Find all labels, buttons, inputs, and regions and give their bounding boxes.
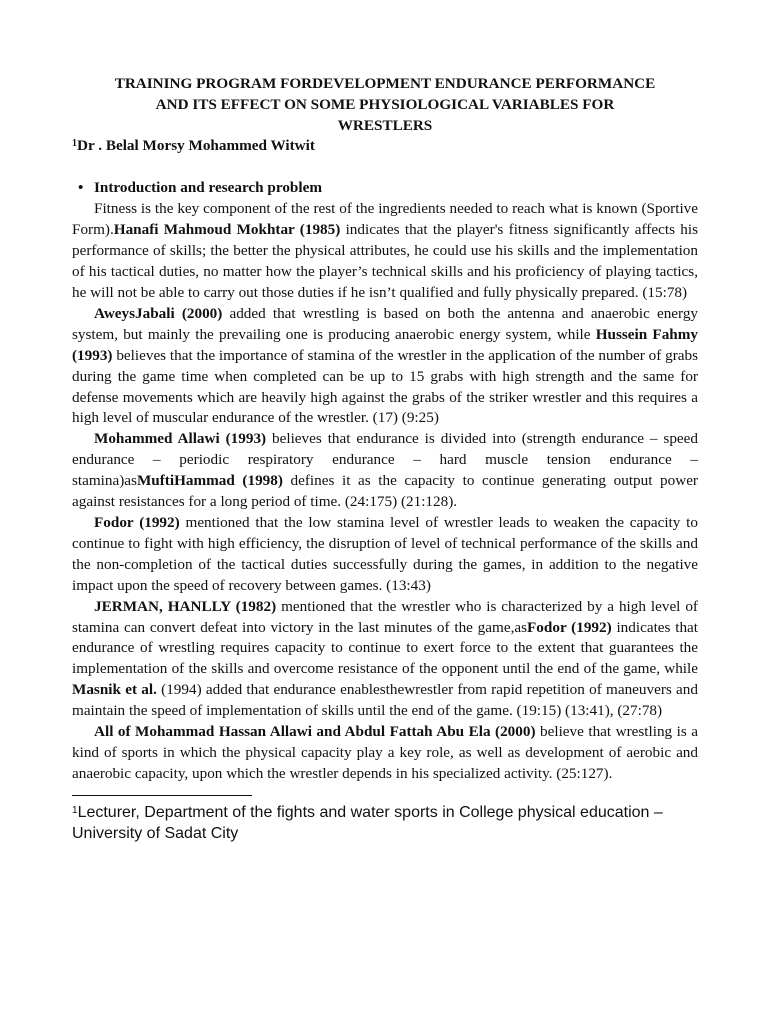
footnote <box>72 802 698 844</box>
bullet-icon: • <box>78 179 84 197</box>
paragraph-text: Fitness is the key component of the rest of the ingredients needed to reach what is known (Sportive Form). <box>72 200 698 239</box>
paragraph-text: defines it as the capacity to continue generating output power against resistances for a long period of time. (24:175) (21:128). <box>72 472 698 511</box>
paragraph-text: believes that endurance is divided into (strength endurance – speed endurance – periodic respiratory endurance – hard muscle tension endurance – stamina)as <box>72 430 698 490</box>
title-line-1: TRAINING PROGRAM FORDEVELOPMENT ENDURANCE PERFORMANCE <box>114 75 656 92</box>
title-line-2: AND ITS EFFECT ON SOME PHYSIOLOGICAL VARIABLES FOR <box>155 95 615 113</box>
paper-page <box>72 74 698 844</box>
paragraph-text: believe that wrestling is a kind of sports in which the physical capacity play a key role, as well as development of aerobic and anaerobic capacity, upon which the wrestler depends in his specialized activity. (25:127). <box>72 723 698 782</box>
paragraph-4 <box>72 513 698 597</box>
paragraph-6 <box>72 722 698 785</box>
author-affiliation-marker: 1 <box>72 138 77 150</box>
author-line <box>72 136 698 156</box>
footnote-divider <box>72 795 252 796</box>
section-heading-text: Introduction and research problem <box>94 179 322 197</box>
citation-author: Masnik et al. <box>72 681 157 699</box>
citation-author: All of Mohammad Hassan Allawi and Abdul Fattah Abu Ela (2000) <box>94 723 536 741</box>
paragraph-text: mentioned that the wrestler who is characterized by a high level of stamina can convert defeat into victory in the last minutes of the game,as <box>72 597 698 636</box>
citation-author: MuftiHammad (1998) <box>136 472 283 490</box>
paragraph-text: added that wrestling is based on both the antenna and anaerobic energy system, but mainly the prevailing one is producing anaerobic energy system, while <box>72 304 699 343</box>
citation-author: Hussein Fahmy (1993) <box>72 325 698 364</box>
paragraph-3 <box>72 429 698 513</box>
paragraph-1 <box>72 199 698 304</box>
paragraph-2 <box>72 304 698 429</box>
citation-author: AweysJabali (2000) <box>94 304 223 322</box>
footnote-marker: 1 <box>72 804 78 816</box>
paragraph-text: indicates that endurance of wrestling requires capacity to continue to exert force to the extent that guarantees the implementation of the skills and overcome resistance of the opponent until the end of the game, while <box>72 618 698 678</box>
citation-author: Fodor (1992) <box>527 618 612 636</box>
title-line-3: WRESTLERS <box>337 116 433 134</box>
paper-title <box>72 74 698 136</box>
footnote-text: Lecturer, Department of the fights and water sports in College physical education – University of Sadat City <box>72 803 663 842</box>
paragraph-text: indicates that the player's fitness significantly affects his performance of skills; the better the physical attributes, he could use his skills and the implementation of his tactical duties, no matter how the player’s technical skills and his proficiency of playing tactics, he will not be able to carry out those duties if he isn’t qualified and fully physically prepared. (15:78) <box>72 221 698 302</box>
citation-author: Fodor (1992) <box>94 513 180 531</box>
citation-author: JERMAN, HANLLY (1982) <box>94 597 277 615</box>
paragraph-text: believes that the importance of stamina of the wrestler in the application of the number of grabs during the game time when completed can be up to 15 grabs with high strength and the same for defense movements which are heavily high against the grabs of the striker wrestler and this requires a high level of muscular endurance of the wrestler. (17) (9:25) <box>72 346 698 427</box>
citation-author: Hanafi Mahmoud Mokhtar (1985) <box>113 221 341 239</box>
citation-author: Mohammed Allawi (1993) <box>94 430 267 448</box>
paragraph-text: mentioned that the low stamina level of wrestler leads to weaken the capacity to continue to fight with high efficiency, the disruption of level of technical performance of the skills and the non-completion of the tactical duties successfully during the games, in addition to the negative impact upon the speed of recovery between games. (13:43) <box>72 513 698 594</box>
section-heading <box>78 178 698 198</box>
paragraph-5 <box>72 597 698 722</box>
author-name: Dr . Belal Morsy Mohammed Witwit <box>77 137 315 155</box>
paragraph-text: (1994) added that endurance enablesthewrestler from rapid repetition of maneuvers and maintain the speed of implementation of skills until the end of the game. (19:15) (13:41), (27:78) <box>72 681 698 720</box>
